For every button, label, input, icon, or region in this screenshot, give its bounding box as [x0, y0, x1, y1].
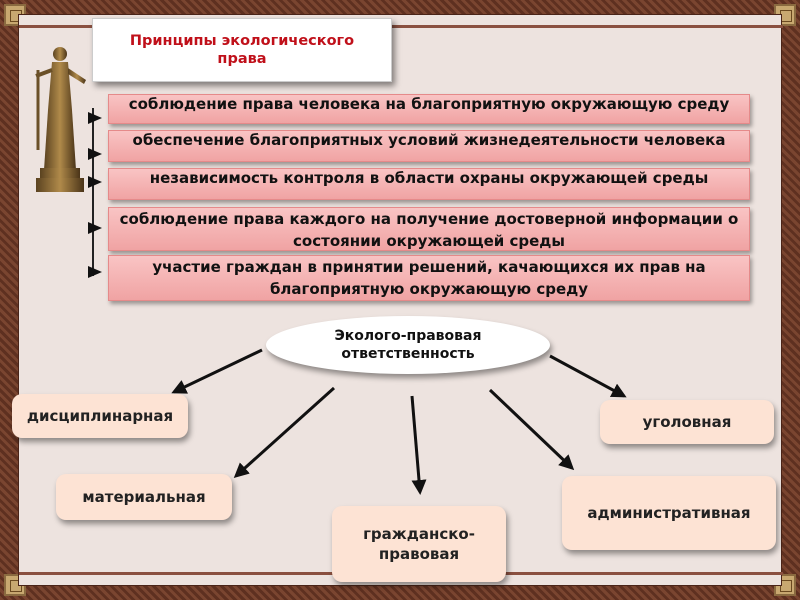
type-administrative: административная	[562, 476, 776, 550]
arrow-to-administrative	[490, 390, 572, 468]
type-disciplinary: дисциплинарная	[12, 394, 188, 438]
type-criminal: уголовная	[600, 400, 774, 444]
type-material: материальная	[56, 474, 232, 520]
arrow-to-material	[236, 388, 334, 476]
arrow-to-disciplinary	[174, 350, 262, 392]
principle-item: обеспечение благоприятных условий жизнедеятельности человека	[108, 130, 750, 162]
type-civil: гражданско-правовая	[332, 506, 506, 582]
principle-item: независимость контроля в области охраны окружающей среды	[108, 168, 750, 200]
principle-item: участие граждан в принятии решений, качающихся их прав на благоприятную окружающую среду	[108, 255, 750, 301]
page-title: Принципы экологического права	[92, 18, 392, 82]
arrow-to-criminal	[550, 356, 624, 396]
principle-item: соблюдение права каждого на получение достоверной информации о состоянии окружающей среды	[108, 207, 750, 251]
responsibility-center-node: Эколого-правовая ответственность	[266, 316, 550, 374]
arrow-to-civil	[412, 396, 420, 492]
principle-item: соблюдение права человека на благоприятную окружающую среду	[108, 94, 750, 124]
